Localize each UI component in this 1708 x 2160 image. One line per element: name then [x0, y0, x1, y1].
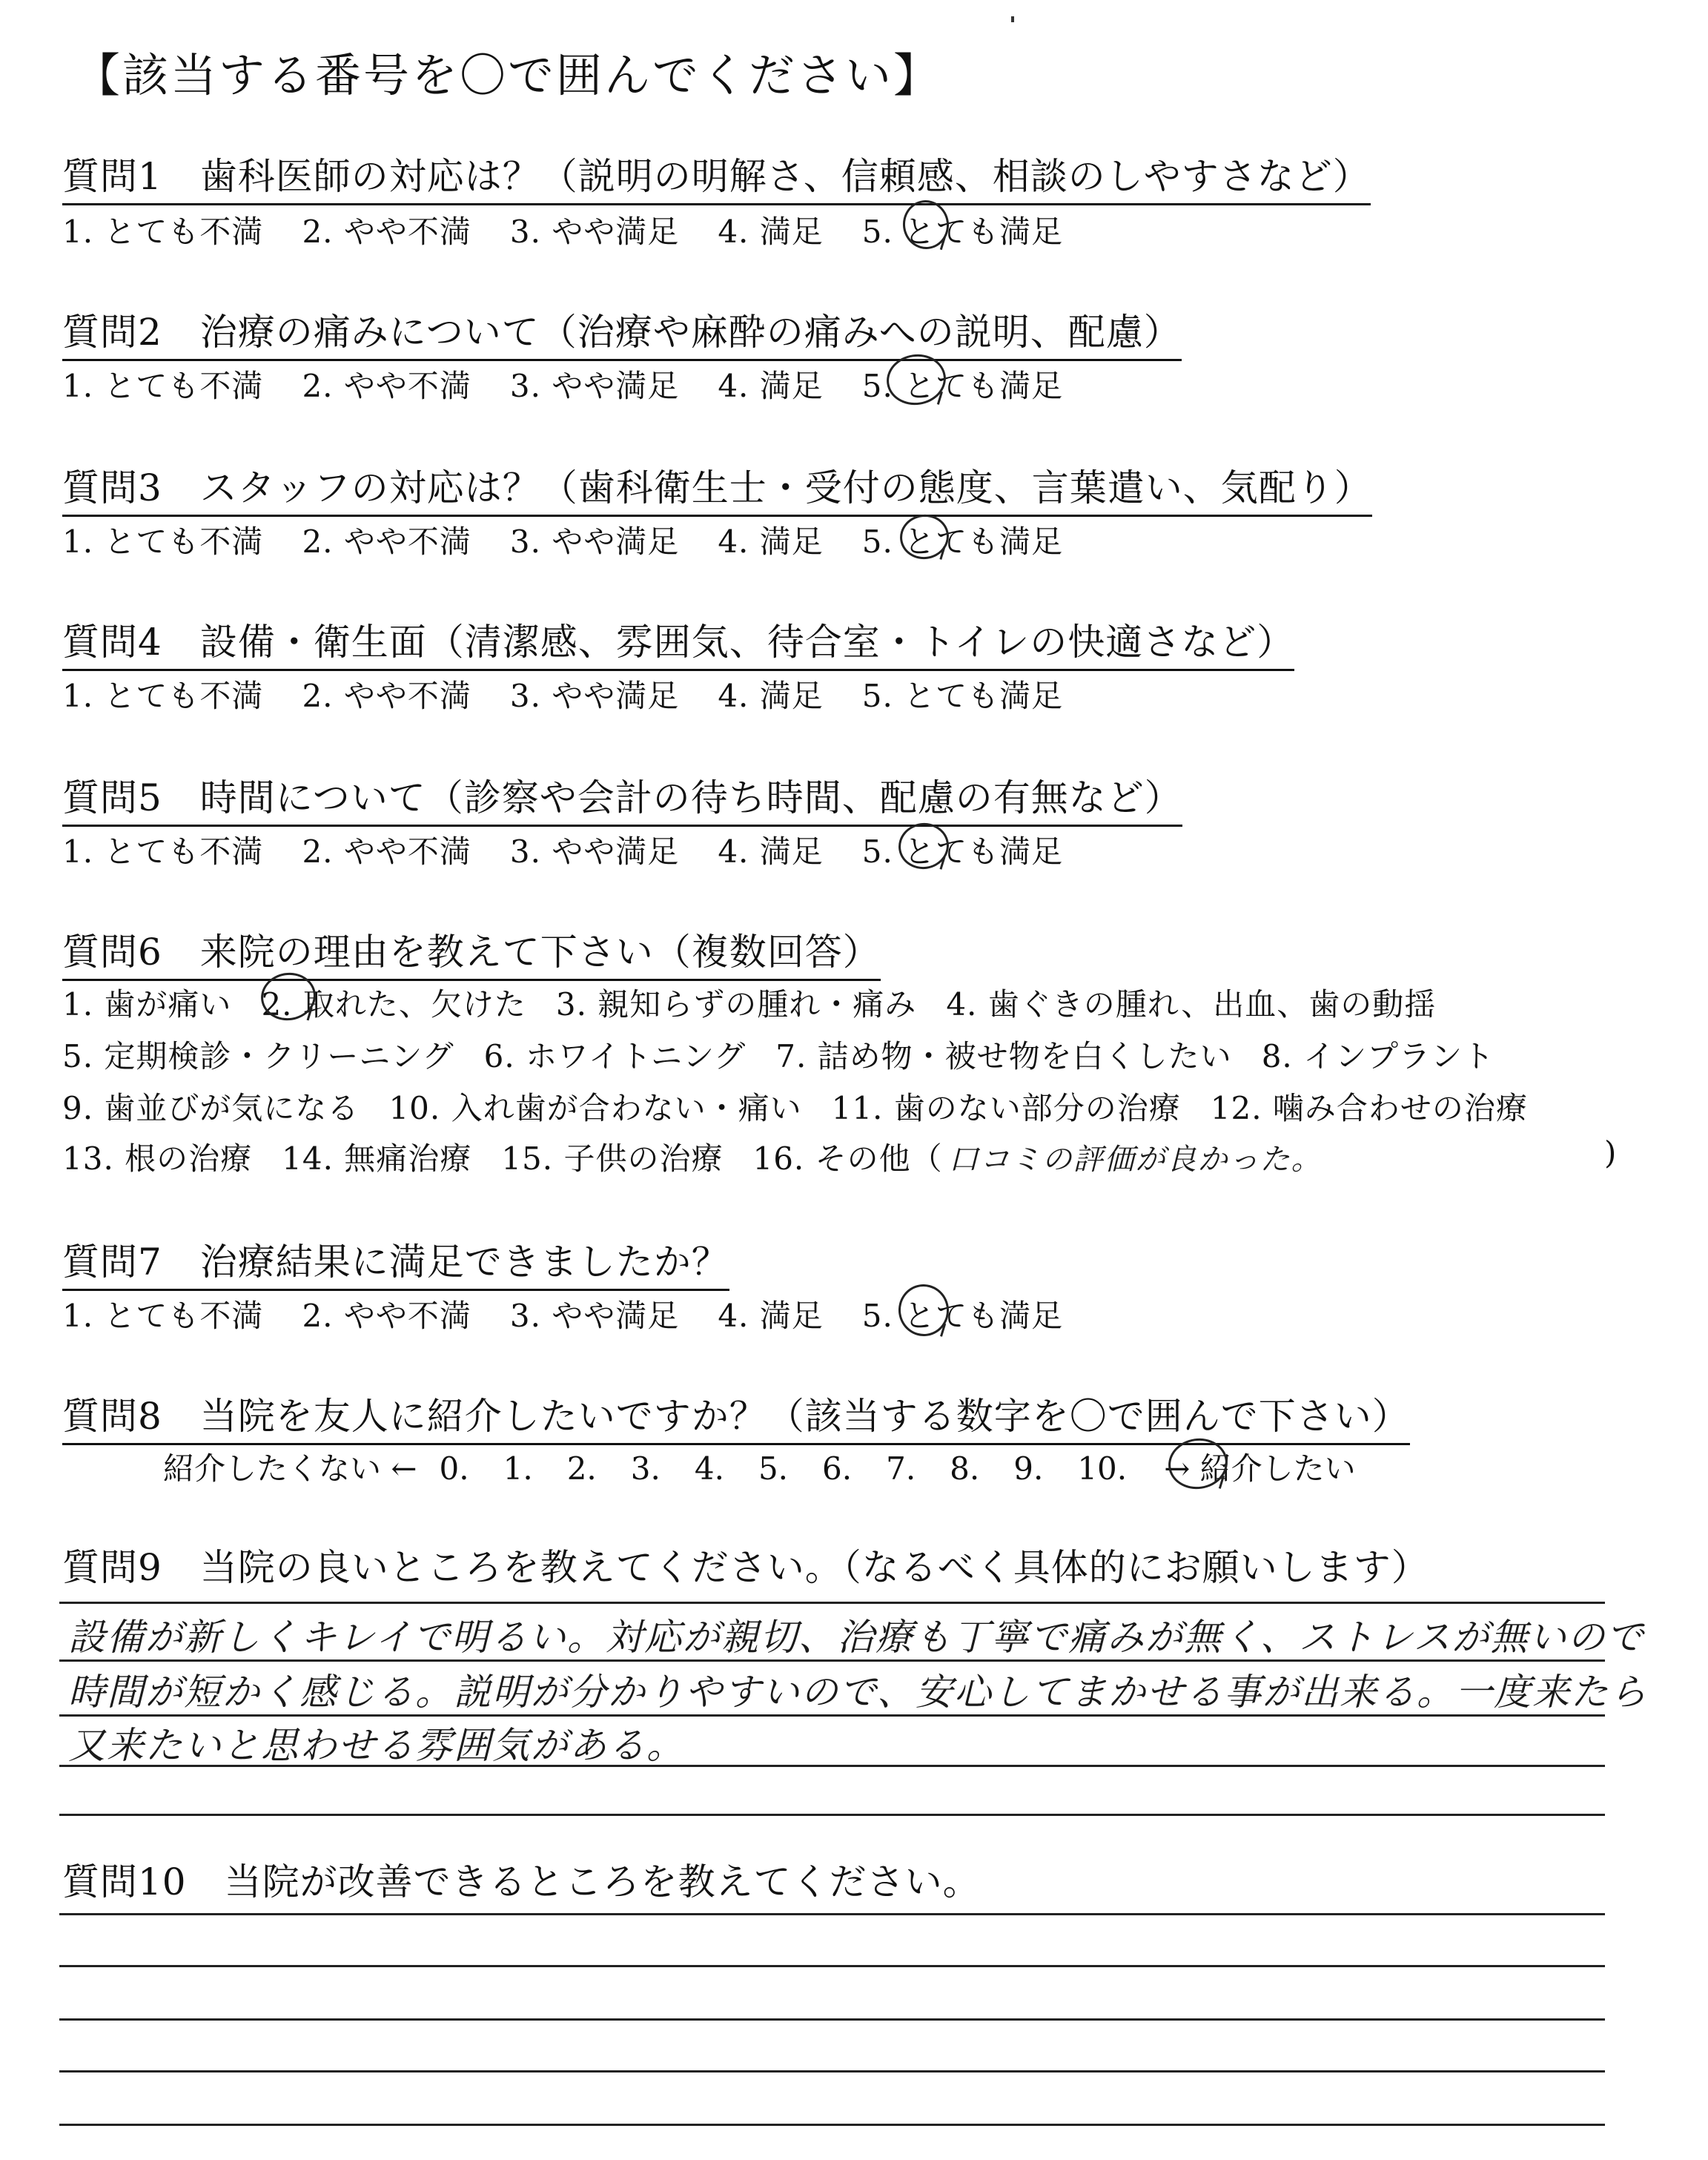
q7-option-3[interactable]: 3. やや満足 — [509, 1298, 680, 1334]
q10-answer-rule[interactable] — [59, 2070, 1605, 2073]
q5-option-2[interactable]: 2. やや不満 — [302, 833, 471, 870]
q3-option-1[interactable]: 1. とても不満 — [62, 524, 264, 560]
q6-option-1[interactable]: 1. 歯が痛い — [62, 986, 232, 1023]
q6-option-14[interactable]: 14. 無痛治療 — [282, 1140, 472, 1177]
q3-option-2[interactable]: 2. やや不満 — [302, 524, 471, 560]
q7-heading: 質問7 治療結果に満足できましたか？ — [62, 1232, 729, 1291]
page-title: 【該当する番号を〇で囲んでください】 — [74, 48, 942, 102]
q8-option-0[interactable]: 0. — [439, 1450, 469, 1487]
q6-other-handwritten[interactable]: 口コミの評価が良かった。 — [948, 1143, 1323, 1177]
q2-option-3[interactable]: 3. やや満足 — [509, 368, 680, 404]
q2-option-4[interactable]: 4. 満足 — [718, 368, 824, 404]
q6-option-2[interactable]: 2. 取れた、欠けた — [261, 986, 526, 1023]
q8-option-3[interactable]: 3. — [630, 1450, 661, 1487]
q6-option-15[interactable]: 15. 子供の治療 — [501, 1140, 724, 1177]
q7-option-5[interactable]: 5. とても満足 — [861, 1298, 1064, 1334]
q9-answer-line-2[interactable]: 時間が短かく感じる。説明が分かりやすいので、安心してまかせる事が出来る。一度来たら — [68, 1671, 1648, 1714]
q5-option-1[interactable]: 1. とても不満 — [62, 833, 264, 870]
q3-heading: 質問3 スタッフの対応は？（歯科衛生士・受付の態度、言葉遣い、気配り） — [62, 458, 1372, 517]
q8-option-1[interactable]: 1. — [503, 1450, 533, 1487]
q6-other-close-paren: ) — [1604, 1135, 1618, 1171]
q2-option-5[interactable]: 5. とても満足 — [861, 368, 1064, 404]
q6-row-4 — [62, 1135, 1352, 1179]
q8-right-label: → 紹介したい — [1164, 1450, 1356, 1487]
q2-heading: 質問2 治療の痛みについて（治療や麻酔の痛みへの説明、配慮） — [62, 303, 1182, 361]
q8-option-4[interactable]: 4. — [694, 1450, 724, 1487]
q1-option-1[interactable]: 1. とても不満 — [62, 214, 264, 250]
q9-answer-rule — [59, 1765, 1605, 1767]
q9-answer-line-1[interactable]: 設備が新しくキレイで明るい。対応が親切、治療も丁寧で痛みが無く、ストレスが無いので — [68, 1616, 1645, 1659]
q6-heading: 質問6 来院の理由を教えて下さい（複数回答） — [62, 922, 881, 981]
q4-option-2[interactable]: 2. やや不満 — [302, 678, 471, 714]
q6-option-5[interactable]: 5. 定期検診・クリーニング — [62, 1038, 454, 1074]
q3-option-4[interactable]: 4. 満足 — [718, 524, 824, 560]
q8-option-7[interactable]: 7. — [886, 1450, 916, 1487]
q4-option-4[interactable]: 4. 満足 — [718, 678, 824, 714]
q1-option-3[interactable]: 3. やや満足 — [509, 214, 680, 250]
q6-option-12[interactable]: 12. 噛み合わせの治療 — [1210, 1090, 1528, 1126]
q4-options — [62, 672, 1063, 716]
q6-option-6[interactable]: 6. ホワイトニング — [483, 1038, 747, 1074]
q5-option-4[interactable]: 4. 満足 — [718, 833, 824, 870]
q3-option-3[interactable]: 3. やや満足 — [509, 524, 680, 560]
q8-option-6[interactable]: 6. — [822, 1450, 853, 1487]
q2-option-2[interactable]: 2. やや不満 — [302, 368, 471, 404]
q8-option-9[interactable]: 9. — [1013, 1450, 1044, 1487]
q6-option-11[interactable]: 11. 歯のない部分の治療 — [831, 1090, 1181, 1126]
q10-heading: 質問10 当院が改善できるところを教えてください。 — [62, 1860, 981, 1903]
q6-option-13[interactable]: 13. 根の治療 — [62, 1140, 253, 1177]
q8-option-5[interactable]: 5. — [758, 1450, 789, 1487]
q9-answer-rule — [59, 1659, 1605, 1662]
q4-heading: 質問4 設備・衛生面（清潔感、雰囲気、待合室・トイレの快適さなど） — [62, 612, 1294, 671]
q6-option-10[interactable]: 10. 入れ歯が合わない・痛い — [388, 1090, 802, 1126]
q6-option-9[interactable]: 9. 歯並びが気になる — [62, 1090, 360, 1126]
q10-answer-rule[interactable] — [59, 1965, 1605, 1967]
q4-option-5[interactable]: 5. とても満足 — [861, 678, 1064, 714]
q6-option-16[interactable]: 16. その他（ — [752, 1140, 943, 1177]
q10-answer-rule[interactable] — [59, 1913, 1605, 1915]
q9-answer-rule — [59, 1602, 1605, 1604]
q1-heading: 質問1 歯科医師の対応は？（説明の明解さ、信頼感、相談のしやすさなど） — [62, 147, 1371, 205]
q8-option-10[interactable]: 10. — [1077, 1450, 1128, 1487]
q8-heading: 質問8 当院を友人に紹介したいですか？（該当する数字を〇で囲んで下さい） — [62, 1387, 1410, 1445]
q3-option-5[interactable]: 5. とても満足 — [861, 524, 1064, 560]
q7-option-2[interactable]: 2. やや不満 — [302, 1298, 471, 1334]
q8-left-label: 紹介したくない ← — [163, 1450, 417, 1487]
q4-option-1[interactable]: 1. とても不満 — [62, 678, 264, 714]
q6-option-3[interactable]: 3. 親知らずの腫れ・痛み — [555, 986, 917, 1023]
q6-row-2 — [62, 1032, 1524, 1077]
q6-row-3 — [62, 1084, 1558, 1129]
q1-option-5[interactable]: 5. とても満足 — [861, 214, 1064, 250]
q4-option-3[interactable]: 3. やや満足 — [509, 678, 680, 714]
q9-heading: 質問9 当院の良いところを教えてください。（なるべく具体的にお願いします） — [62, 1546, 1429, 1589]
scan-speck — [1011, 16, 1014, 22]
q9-answer-rule — [59, 1814, 1605, 1816]
q6-option-8[interactable]: 8. インプラント — [1261, 1038, 1495, 1074]
q10-answer-rule[interactable] — [59, 2018, 1605, 2021]
q7-option-4[interactable]: 4. 満足 — [718, 1298, 824, 1334]
q1-option-4[interactable]: 4. 満足 — [718, 214, 824, 250]
q8-option-2[interactable]: 2. — [566, 1450, 597, 1487]
q8-option-8[interactable]: 8. — [950, 1450, 980, 1487]
q1-option-2[interactable]: 2. やや不満 — [302, 214, 471, 250]
q6-option-7[interactable]: 7. 詰め物・被せ物を白くしたい — [775, 1038, 1232, 1074]
q9-answer-line-3[interactable]: 又来たいと思わせる雰囲気がある。 — [68, 1724, 685, 1767]
q5-option-5[interactable]: 5. とても満足 — [861, 833, 1064, 870]
q10-answer-rule[interactable] — [59, 2124, 1605, 2126]
q5-option-3[interactable]: 3. やや満足 — [509, 833, 680, 870]
q7-option-1[interactable]: 1. とても不満 — [62, 1298, 264, 1334]
q5-heading: 質問5 時間について（診察や会計の待ち時間、配慮の有無など） — [62, 768, 1182, 827]
q2-option-1[interactable]: 1. とても不満 — [62, 368, 264, 404]
q6-option-4[interactable]: 4. 歯ぐきの腫れ、出血、歯の動揺 — [946, 986, 1437, 1023]
